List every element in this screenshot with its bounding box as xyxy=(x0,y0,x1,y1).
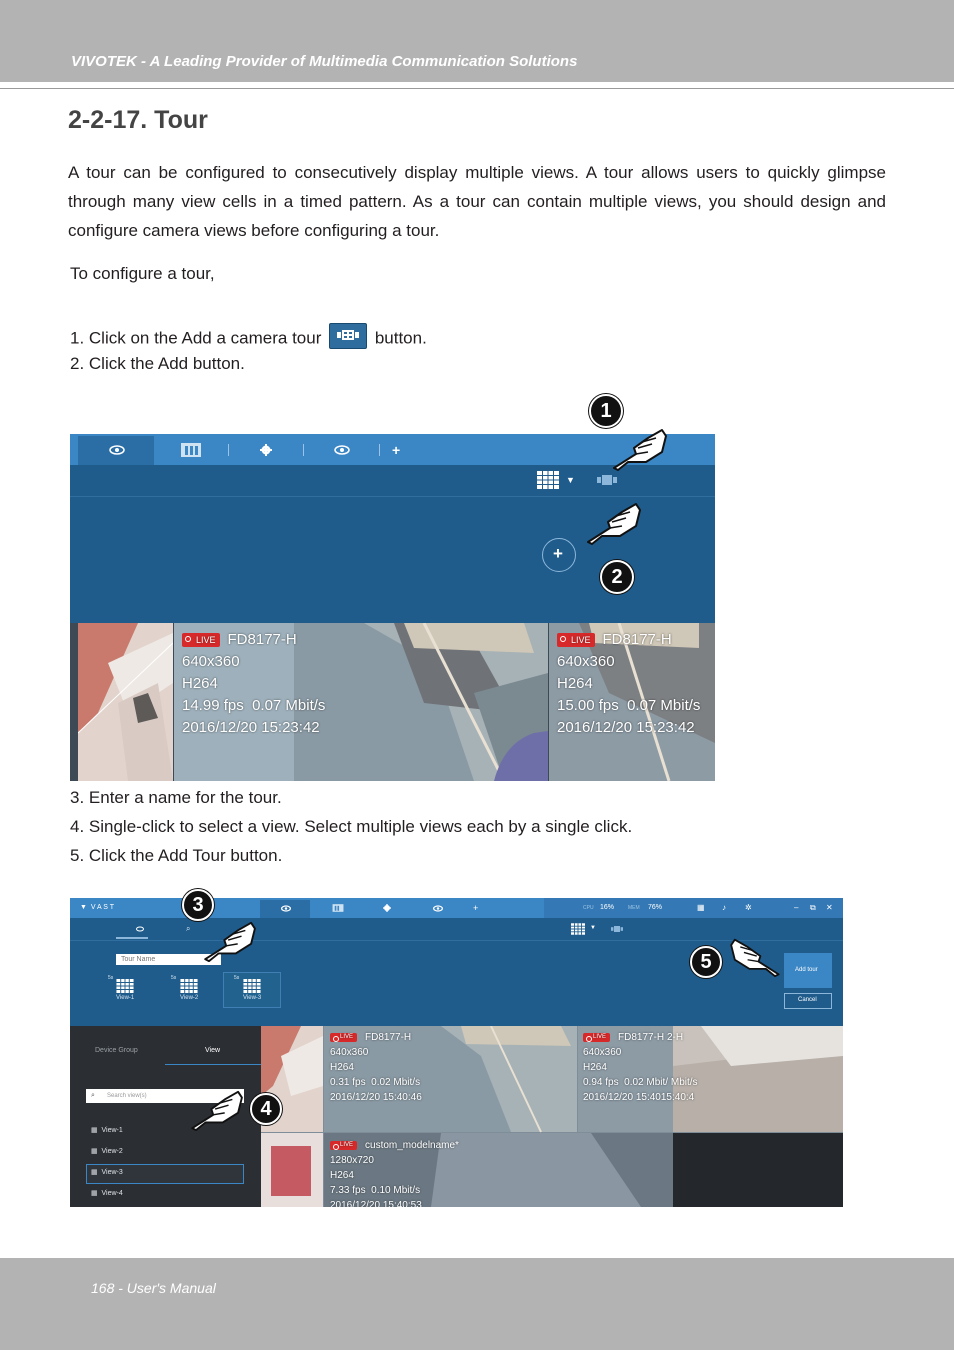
camera-feed-2-overlay xyxy=(557,629,700,739)
intro-paragraph: A tour can be configured to consecutively display multiple views. A tour allows users to quickly glimpse through many view cells in a timed pattern. As a tour can contain multiple views, you should design and configure camera views before configuring a tour. xyxy=(68,163,886,240)
step-3: 3. Enter a name for the tour. xyxy=(70,788,282,807)
view-3-time: 5s xyxy=(234,975,240,981)
camera-resolution: 640x360 xyxy=(182,653,240,670)
view-1-label: View-1 xyxy=(116,995,135,1001)
camera-codec: H264 xyxy=(583,1062,607,1073)
live-badge: LIVE xyxy=(557,633,595,647)
mem-value: 76% xyxy=(648,904,663,911)
page-footer-band xyxy=(0,1258,954,1350)
camera-bitrate: 0.07 Mbit/s xyxy=(252,697,326,714)
gear-icon[interactable]: ✲ xyxy=(745,903,752,912)
camera-resolution: 640x360 xyxy=(557,653,615,670)
camera-fps: 7.33 fps xyxy=(330,1185,366,1196)
nav-divider xyxy=(228,444,229,456)
camera-feed-2-overlay xyxy=(583,1030,698,1105)
layout-grid-icon[interactable]: ▦ xyxy=(697,903,705,912)
view-list-item[interactable]: ▦ View-1 xyxy=(91,1127,123,1134)
eye-icon[interactable] xyxy=(334,445,350,455)
step-4: 4. Single-click to select a view. Select multiple views each by a single click. xyxy=(70,817,633,836)
camera-fps: 0.94 fps xyxy=(583,1077,619,1088)
cpu-label: CPU xyxy=(583,905,594,911)
camera-fps: 0.31 fps xyxy=(330,1077,366,1088)
camera-thumbnail xyxy=(78,623,173,781)
camera-bitrate: 0.02 Mbit/ xyxy=(624,1077,669,1088)
plus-icon: + xyxy=(553,544,563,563)
view-3-icon[interactable] xyxy=(243,979,261,993)
add-tour-label: Add tour xyxy=(795,967,818,973)
eye-icon[interactable] xyxy=(433,905,443,912)
tab-view[interactable]: View xyxy=(205,1047,221,1054)
pointing-hand-icon xyxy=(727,936,781,978)
live-badge: LIVE xyxy=(182,633,220,647)
camera-codec: H264 xyxy=(330,1170,354,1181)
camera-codec: H264 xyxy=(557,675,593,692)
brand-text: V A S T xyxy=(90,904,115,911)
camera-model: FD8177-H xyxy=(602,631,672,648)
tab-indicator xyxy=(165,1064,261,1065)
footer-page-number: 168 - User's Manual xyxy=(91,1280,216,1296)
eye-icon xyxy=(281,905,291,912)
search-icon: ⌕ xyxy=(91,1092,95,1099)
camera-model: FD8177-H xyxy=(227,631,297,648)
header-rule xyxy=(0,88,954,89)
step-badge-4: 4 xyxy=(250,1093,282,1125)
mem-label: MEM xyxy=(628,905,640,911)
nav-divider xyxy=(303,444,304,456)
section-title: 2-2-17. Tour xyxy=(68,106,208,134)
view-list-item[interactable]: ▦ View-2 xyxy=(91,1148,123,1155)
tab-device-group[interactable]: Device Group xyxy=(95,1047,138,1054)
camera-timestamp: 2016/12/20 15:40:53 xyxy=(330,1200,422,1207)
camera-bitrate: 0.07 Mbit/s xyxy=(627,697,701,714)
view-3-label: View-3 xyxy=(243,995,262,1001)
step-badge-5: 5 xyxy=(690,946,722,978)
plus-icon[interactable]: + xyxy=(473,903,479,913)
camera-model-tail: 2-H xyxy=(666,1032,684,1043)
tour-name-placeholder: Tour Name xyxy=(121,956,156,963)
camera-bitrate: 0.02 Mbit/s xyxy=(371,1077,421,1088)
camera-timestamp: 2016/12/20 15:40 xyxy=(583,1092,661,1103)
layout-grid-icon[interactable] xyxy=(537,471,559,489)
search-placeholder: Search view(s) xyxy=(107,1093,147,1099)
playback-icon[interactable] xyxy=(180,441,202,459)
eye-icon xyxy=(109,445,125,455)
header-title: VIVOTEK - A Leading Provider of Multimedia Communication Solutions xyxy=(71,53,578,70)
cancel-label: Cancel xyxy=(798,997,817,1003)
camera-resolution: 640x360 xyxy=(583,1047,622,1058)
live-badge: LIVE xyxy=(330,1141,357,1150)
camera-bitrate: 0.10 Mbit/s xyxy=(371,1185,421,1196)
step-badge-2: 2 xyxy=(600,560,634,594)
step-2: 2. Click the Add button. xyxy=(70,354,245,373)
step-badge-3: 3 xyxy=(182,889,214,921)
view-list-item[interactable]: ▦ View-4 xyxy=(91,1190,123,1197)
camera-feed-1-overlay xyxy=(330,1030,422,1105)
brand-logo: ▼ V A S T xyxy=(80,904,115,911)
add-camera-tour-icon xyxy=(329,323,367,349)
step-1-prefix: 1. Click on the Add a camera tour xyxy=(70,328,322,348)
gear-icon[interactable] xyxy=(383,904,391,912)
camera-timestamp-tail: 15:40:4 xyxy=(660,1092,695,1103)
view-2-label: View-2 xyxy=(180,995,199,1001)
camera-resolution: 640x360 xyxy=(330,1047,369,1058)
view-1-time: 5s xyxy=(108,975,114,981)
camera-timestamp: 2016/12/20 15:23:42 xyxy=(182,719,320,736)
gear-icon[interactable] xyxy=(260,444,272,456)
view-2-icon[interactable] xyxy=(180,979,198,993)
live-badge: LIVE xyxy=(330,1033,357,1042)
camera-model: FD8177-H xyxy=(618,1032,665,1043)
view-2-time: 5s xyxy=(171,975,177,981)
minimize-icon[interactable]: – xyxy=(794,903,799,912)
pointing-hand-icon xyxy=(203,919,259,963)
view-list-item[interactable]: ▦ View-3 xyxy=(91,1169,123,1176)
toolbar-divider xyxy=(70,496,715,497)
layout-grid-icon[interactable] xyxy=(571,923,585,935)
restore-icon[interactable]: ⧉ xyxy=(810,903,816,912)
camera-model: FD8177-H xyxy=(365,1032,412,1043)
camera-feed-3-overlay xyxy=(330,1138,459,1207)
camera-resolution: 1280x720 xyxy=(330,1155,374,1166)
camera-codec: H264 xyxy=(182,675,218,692)
pointing-hand-icon xyxy=(190,1088,246,1132)
camera-feed-1-overlay xyxy=(182,629,325,739)
step-1 xyxy=(70,326,427,352)
nav-divider xyxy=(379,444,380,456)
pointing-hand-icon xyxy=(612,426,670,472)
screenshot-add-tour xyxy=(70,434,715,781)
eye-icon[interactable] xyxy=(136,926,144,932)
camera-bitrate-tail: Mbit/s xyxy=(670,1077,698,1088)
configure-text: To configure a tour, xyxy=(70,264,215,283)
live-badge: LIVE xyxy=(583,1033,610,1042)
bell-icon[interactable]: ♪ xyxy=(722,903,726,912)
camera-timestamp: 2016/12/20 15:23:42 xyxy=(557,719,695,736)
step-1-suffix: button. xyxy=(374,328,427,348)
chevron-down-icon[interactable]: ▼ xyxy=(590,925,596,931)
tab-indicator xyxy=(116,937,148,939)
camera-fps: 15.00 fps xyxy=(557,697,619,714)
close-icon[interactable]: ✕ xyxy=(826,903,833,912)
pointing-hand-icon xyxy=(586,500,644,546)
camera-codec: H264 xyxy=(330,1062,354,1073)
chevron-down-icon[interactable]: ▼ xyxy=(566,475,575,485)
camera-fps: 14.99 fps xyxy=(182,697,244,714)
add-camera-tour-icon[interactable] xyxy=(597,474,617,486)
step-badge-1: 1 xyxy=(589,394,623,428)
add-camera-tour-icon[interactable] xyxy=(611,925,623,933)
step-5: 5. Click the Add Tour button. xyxy=(70,846,283,865)
camera-model: custom_modelname* xyxy=(365,1140,459,1151)
view-1-icon[interactable] xyxy=(116,979,134,993)
camera-timestamp: 2016/12/20 15:40:46 xyxy=(330,1092,422,1103)
cpu-value: 16% xyxy=(600,904,615,911)
search-icon[interactable]: ⌕ xyxy=(186,924,191,933)
plus-icon[interactable]: + xyxy=(392,442,401,458)
playback-icon[interactable] xyxy=(332,903,344,913)
